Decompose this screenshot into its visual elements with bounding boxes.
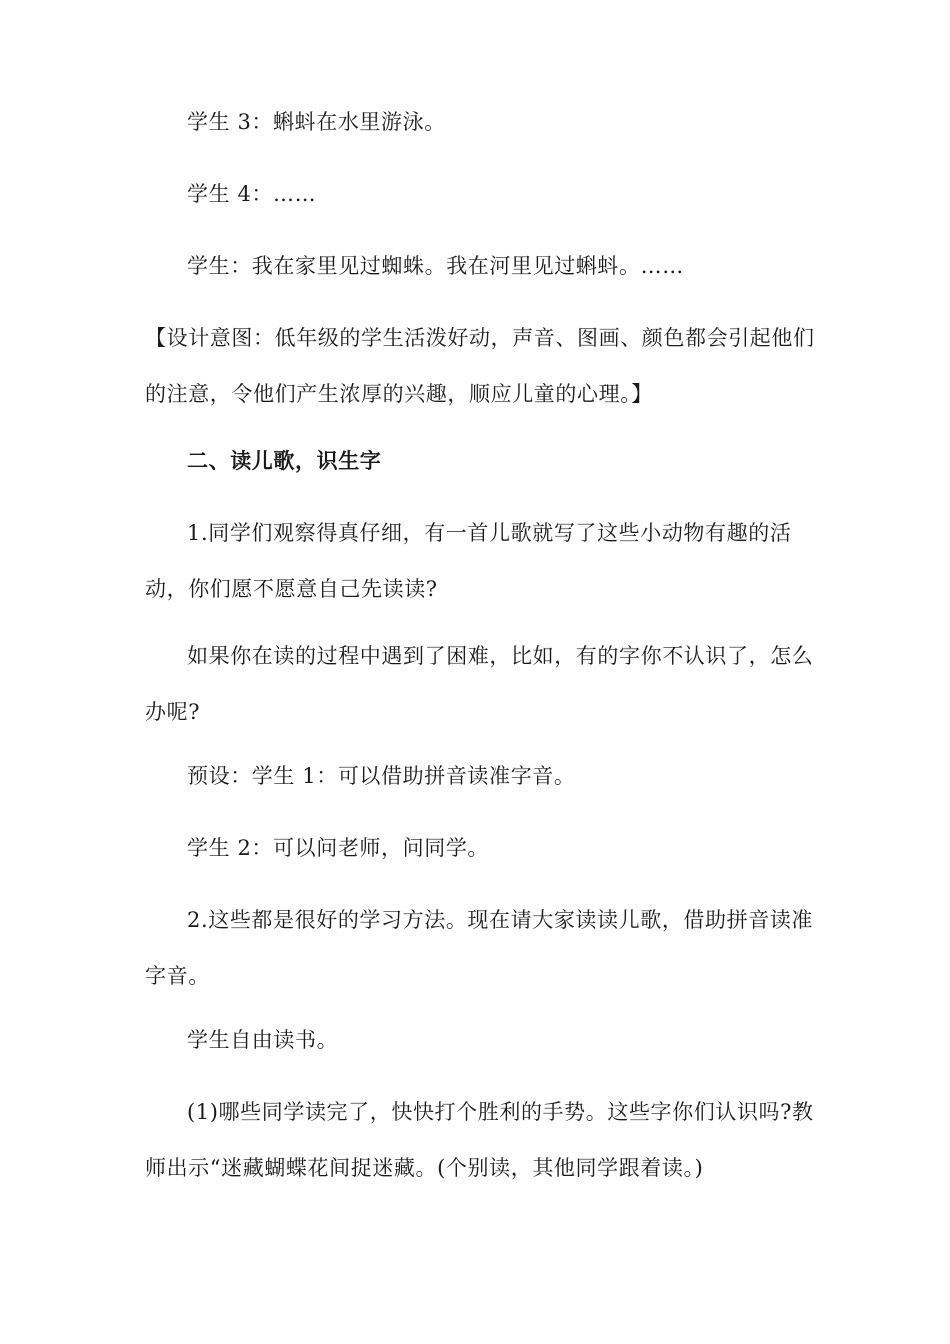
- paragraph-student-4: 学生 4：……: [187, 182, 317, 206]
- paragraph-student-2: 学生 2：可以问老师，问同学。: [187, 836, 490, 860]
- paragraph-step-2: 2.这些都是很好的学习方法。现在请大家读读儿歌，借助拼音读准字音。: [145, 908, 814, 988]
- section-heading: 二、读儿歌，识生字: [187, 448, 382, 473]
- paragraph-preset-student-1: 预设：学生 1：可以借助拼音读准字音。: [187, 764, 576, 788]
- paragraph-free-reading: 学生自由读书。: [187, 1028, 339, 1052]
- paragraph-step-1: 1.同学们观察得真仔细，有一首儿歌就写了这些小动物有趣的活动，你们愿不愿意自己先读读?: [145, 521, 792, 601]
- paragraph-substep-1: (1)哪些同学读完了，快快打个胜利的手势。这些字你们认识吗?教师出示“迷藏蝴蝶花间捉迷藏。(个别读，其他同学跟着读。): [145, 1100, 814, 1180]
- paragraph-student-seen: 学生：我在家里见过蜘蛛。我在河里见过蝌蚪。……: [187, 254, 684, 278]
- paragraph-student-3: 学生 3：蝌蚪在水里游泳。: [187, 110, 446, 134]
- paragraph-difficulty-question: 如果你在读的过程中遇到了困难，比如，有的字你不认识了，怎么办呢?: [145, 644, 814, 724]
- paragraph-design-intent: 【设计意图：低年级的学生活泼好动，声音、图画、颜色都会引起他们的注意，令他们产生浓厚的兴趣，顺应儿童的心理。】: [145, 326, 815, 406]
